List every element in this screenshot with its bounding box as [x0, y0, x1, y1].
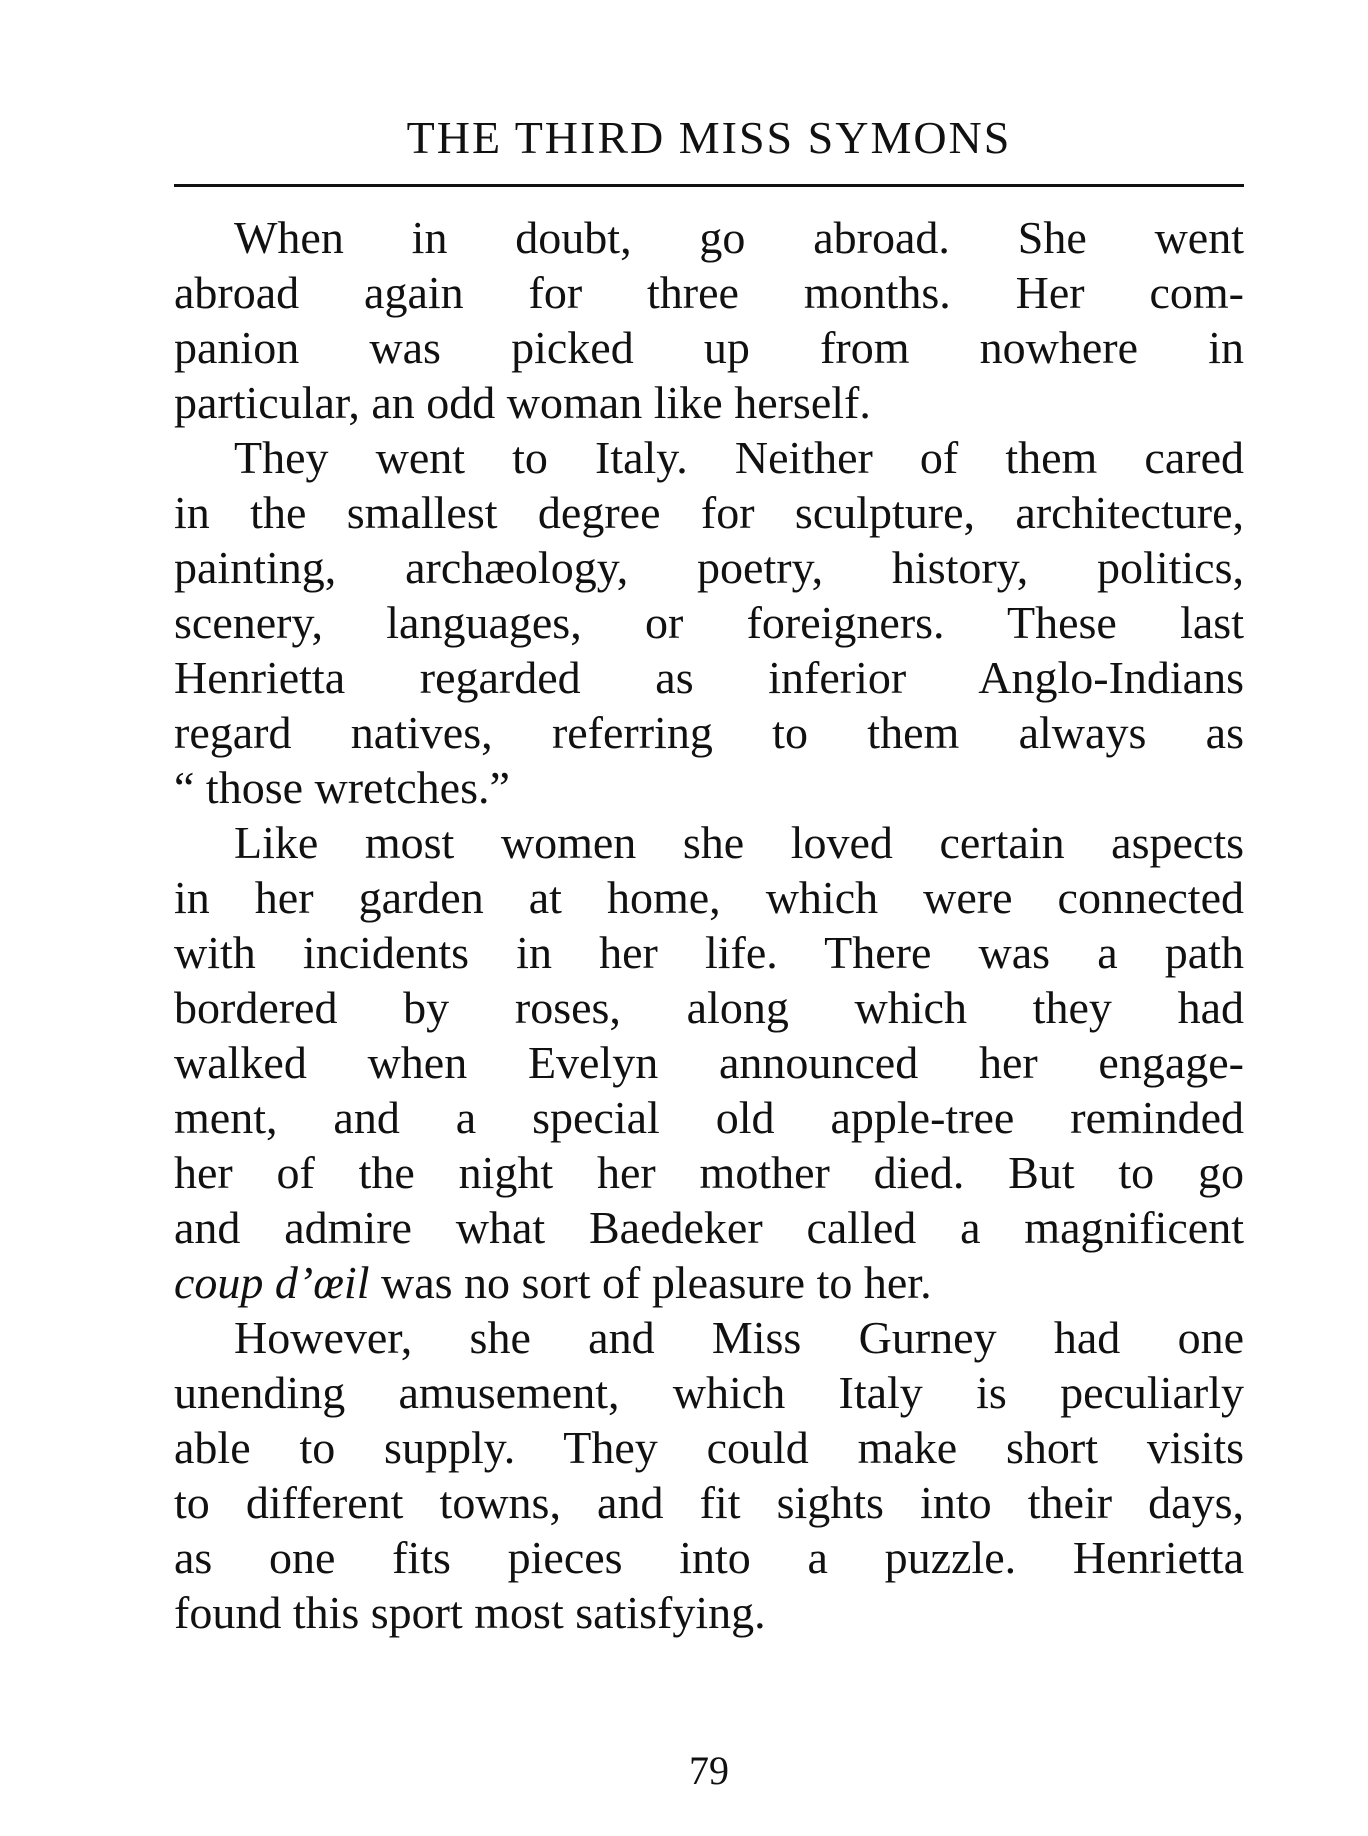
- text-line: with incidents in her life. There was a path: [174, 927, 1244, 978]
- text-line: They went to Italy. Neither of them cared: [234, 432, 1244, 483]
- text-line: bordered by roses, along which they had: [174, 982, 1244, 1033]
- text-line: Henrietta regarded as inferior Anglo-Indians: [174, 652, 1244, 703]
- running-head: THE THIRD MISS SYMONS: [406, 112, 1012, 163]
- text-line: panion was picked up from nowhere in: [174, 322, 1244, 373]
- text-line: Like most women she loved certain aspects: [234, 817, 1244, 868]
- text-line: unending amusement, which Italy is peculiarly: [174, 1367, 1244, 1418]
- page-number: 79: [689, 1748, 729, 1793]
- text-line: able to supply. They could make short visits: [174, 1422, 1244, 1473]
- text-line: walked when Evelyn announced her engage-: [174, 1037, 1244, 1088]
- text-line: particular, an odd woman like herself.: [174, 377, 871, 428]
- text-line: [174, 1255, 1244, 1310]
- head-rule: [174, 184, 1244, 187]
- text-line: her of the night her mother died. But to go: [174, 1147, 1244, 1198]
- text-line: in her garden at home, which were connected: [174, 872, 1244, 923]
- paragraph-4: [174, 1310, 1244, 1640]
- text-line: painting, archæology, poetry, history, politics,: [174, 542, 1244, 593]
- italic-phrase: coup d’œil: [174, 1257, 370, 1308]
- text-line: found this sport most satisfying.: [174, 1587, 766, 1638]
- text-line: When in doubt, go abroad. She went: [234, 212, 1244, 263]
- text-line: However, she and Miss Gurney had one: [234, 1312, 1244, 1363]
- line-rest: was no sort of pleasure to her.: [369, 1257, 932, 1308]
- text-line: abroad again for three months. Her com-: [174, 267, 1244, 318]
- text-line: and admire what Baedeker called a magnificent: [174, 1202, 1244, 1253]
- text-line: as one fits pieces into a puzzle. Henrietta: [174, 1532, 1244, 1583]
- paragraph-2: [174, 430, 1244, 815]
- paragraph-3: [174, 815, 1244, 1310]
- text-line: ment, and a special old apple-tree reminded: [174, 1092, 1244, 1143]
- text-line: regard natives, referring to them always as: [174, 707, 1244, 758]
- paragraph-1: [174, 210, 1244, 430]
- text-line: “ those wretches.”: [174, 762, 510, 813]
- text-line: to different towns, and fit sights into their days,: [174, 1477, 1244, 1528]
- body-text: [174, 210, 1244, 1640]
- text-line: scenery, languages, or foreigners. These last: [174, 597, 1244, 648]
- text-line: in the smallest degree for sculpture, architecture,: [174, 487, 1244, 538]
